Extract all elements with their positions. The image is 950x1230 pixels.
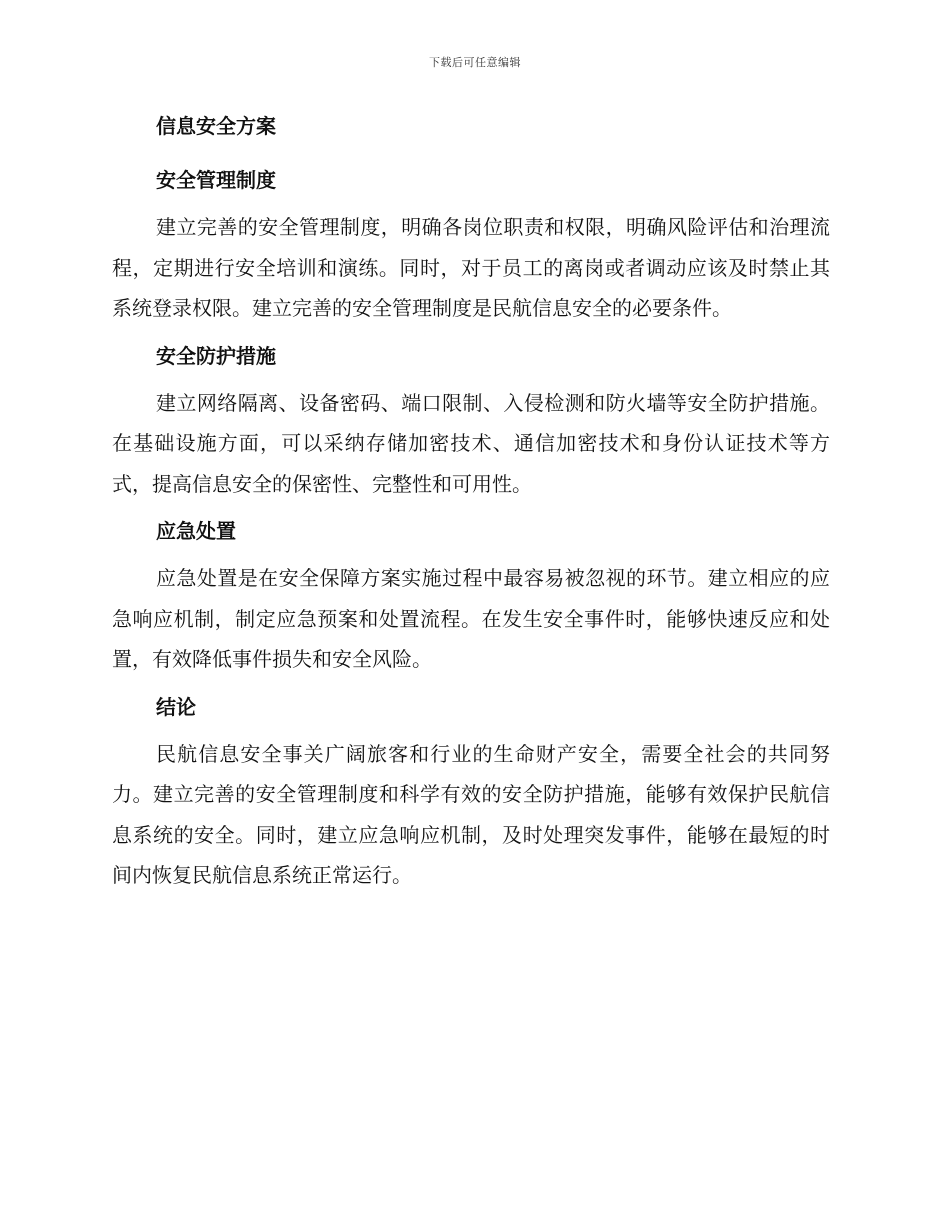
spacer [112, 371, 830, 383]
section-paragraph-emergency: 应急处置是在安全保障方案实施过程中最容易被忽视的环节。建立相应的应急响应机制，制定应急预案和处置流程。在发生安全事件时，能够快速反应和处置，有效降低事件损失和安全风险。 [112, 566, 830, 671]
section-heading-management: 安全管理制度 [156, 168, 276, 192]
spacer [112, 195, 830, 207]
spacer [112, 546, 830, 558]
spacer [112, 504, 830, 516]
spacer [112, 329, 830, 341]
section-heading-emergency: 应急处置 [156, 519, 236, 543]
spacer [112, 141, 830, 165]
section-paragraph-management: 建立完善的安全管理制度，明确各岗位职责和权限，明确风险评估和治理流程，定期进行安全培训和演练。同时，对于员工的离岗或者调动应该及时禁止其系统登录权限。建立完善的安全管理制度是民航信息安全的必要条件。 [112, 215, 830, 320]
section-paragraph-conclusion: 民航信息安全事关广阔旅客和行业的生命财产安全，需要全社会的共同努力。建立完善的安全管理制度和科学有效的安全防护措施，能够有效保护民航信息系统的安全。同时，建立应急响应机制，及时处理突发事件，能够在最短的时间内恢复民航信息系统正常运行。 [112, 741, 830, 887]
spacer [112, 722, 830, 734]
section-heading-protection: 安全防护措施 [156, 343, 276, 368]
section-paragraph-protection: 建立网络隔离、设备密码、端口限制、入侵检测和防火墙等安全防护措施。在基础设施方面，可以采纳存储加密技术、通信加密技术和身份认证技术等方式，提高信息安全的保密性、完整性和可用性。 [112, 390, 830, 496]
document-body [112, 111, 830, 896]
document-title: 信息安全方案 [156, 114, 276, 138]
spacer [112, 680, 830, 692]
header-note: 下载后可任意编辑 [429, 56, 521, 69]
section-heading-conclusion: 结论 [156, 694, 196, 719]
